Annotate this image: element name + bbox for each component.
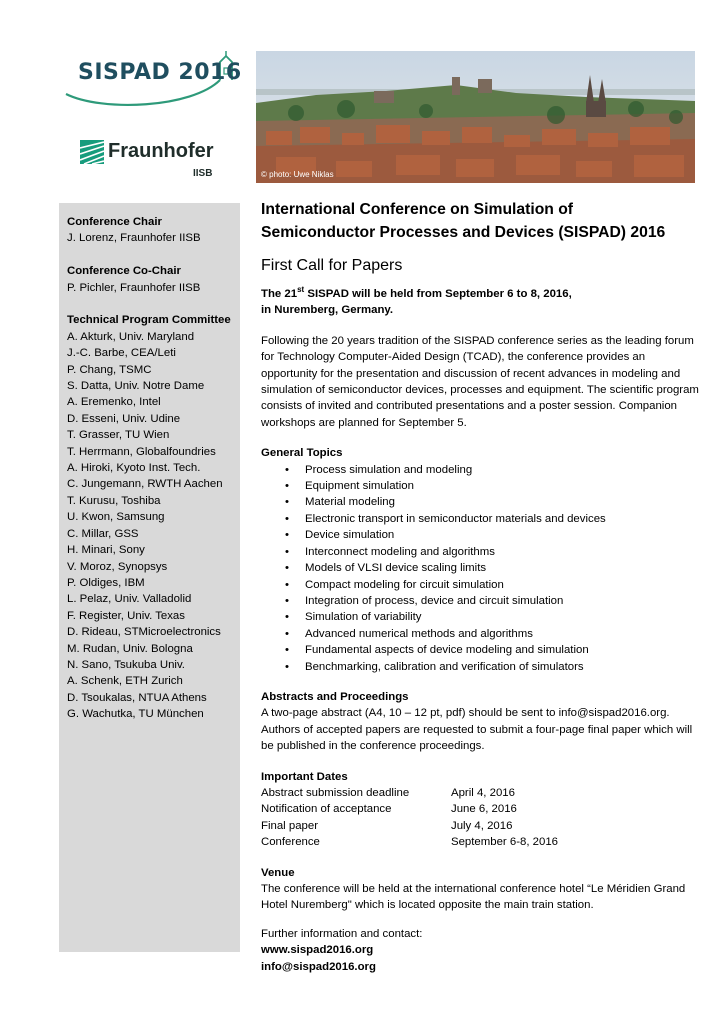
fraunhofer-logo [80, 138, 230, 182]
lead-line-2: in Nuremberg, Germany. [261, 304, 394, 317]
fraunhofer-name: Fraunhofer [108, 140, 214, 162]
bullet-icon: • [285, 463, 289, 476]
topic-label: Process simulation and modeling [305, 463, 473, 476]
dates-heading: Important Dates [261, 770, 348, 783]
topic-item [261, 478, 701, 494]
sispad-logo [62, 50, 242, 110]
committee-member: L. Pelaz, Univ. Valladolid [67, 593, 192, 606]
date-value: July 4, 2016 [451, 819, 513, 832]
topic-label: Equipment simulation [305, 480, 414, 493]
date-value: September 6-8, 2016 [451, 836, 559, 849]
lead-post: SISPAD will be held from September 6 to 8, 2016, [304, 288, 572, 300]
lead-pre: The 21 [261, 288, 298, 300]
date-row [261, 834, 701, 850]
committee-heading: Technical Program Committee [67, 314, 231, 327]
committee-member: P. Oldiges, IBM [67, 576, 145, 589]
committee-member: C. Millar, GSS [67, 527, 139, 540]
bullet-icon: • [285, 627, 289, 640]
title-line-1: International Conference on Simulation of [261, 201, 574, 218]
committee-member: F. Register, Univ. Texas [67, 609, 185, 622]
committee-member: J. Lorenz, Fraunhofer IISB [67, 232, 201, 245]
topic-label: Fundamental aspects of device modeling and simulation [305, 644, 589, 657]
committee-member: D. Esseni, Univ. Udine [67, 412, 181, 425]
important-dates-table [261, 785, 701, 851]
date-row [261, 801, 701, 817]
topic-label: Device simulation [305, 529, 395, 542]
committee-list [67, 214, 236, 723]
topic-item [261, 642, 701, 658]
sidebar-gap [67, 247, 236, 263]
conference-title [261, 198, 701, 244]
topic-label: Electronic transport in semiconductor materials and devices [305, 512, 606, 525]
topic-item [261, 560, 701, 576]
topic-label: Benchmarking, calibration and verification of simulators [305, 660, 584, 673]
topic-label: Simulation of variability [305, 611, 422, 624]
topic-item [261, 593, 701, 609]
date-label: Notification of acceptance [261, 803, 392, 816]
topics-list [261, 462, 701, 675]
abstracts-heading: Abstracts and Proceedings [261, 690, 409, 703]
date-value: April 4, 2016 [451, 786, 515, 799]
committee-member: J.-C. Barbe, CEA/Leti [67, 347, 176, 360]
topic-item [261, 609, 701, 625]
bullet-icon: • [285, 480, 289, 493]
topic-item [261, 577, 701, 593]
contact-intro: Further information and contact: [261, 927, 423, 940]
committee-heading: Conference Co-Chair [67, 265, 181, 278]
date-label: Abstract submission deadline [261, 786, 410, 799]
committee-member: G. Wachutka, TU München [67, 708, 204, 721]
fraunhofer-mark-icon [80, 140, 104, 164]
bullet-icon: • [285, 529, 289, 542]
website-link[interactable]: www.sispad2016.org [261, 944, 374, 957]
date-row [261, 785, 701, 801]
committee-member: T. Kurusu, Toshiba [67, 494, 161, 507]
call-for-papers-heading: First Call for Papers [261, 257, 403, 274]
committee-member: A. Schenk, ETH Zurich [67, 675, 183, 688]
committee-member: P. Pichler, Fraunhofer IISB [67, 281, 201, 294]
sispad-logo-text: SISPAD 2016 [78, 60, 242, 85]
committee-member: M. Rudan, Univ. Bologna [67, 642, 193, 655]
topic-item [261, 527, 701, 543]
committee-member: H. Minari, Sony [67, 544, 145, 557]
title-line-2: Semiconductor Processes and Devices (SISPAD) 2016 [261, 224, 666, 241]
date-value: June 6, 2016 [451, 803, 517, 816]
date-label: Conference [261, 836, 320, 849]
topic-item [261, 462, 701, 478]
topic-label: Interconnect modeling and algorithms [305, 545, 495, 558]
committee-member: C. Jungemann, RWTH Aachen [67, 478, 223, 491]
topic-label: Advanced numerical methods and algorithms [305, 627, 533, 640]
fraunhofer-sub: IISB [193, 168, 213, 179]
committee-member: A. Hiroki, Kyoto Inst. Tech. [67, 462, 201, 475]
committee-member: V. Moroz, Synopsys [67, 560, 168, 573]
bullet-icon: • [285, 512, 289, 525]
bullet-icon: • [285, 660, 289, 673]
photo-credit: © photo: Uwe Niklas [261, 170, 334, 179]
bullet-icon: • [285, 496, 289, 509]
intro-paragraph: Following the 20 years tradition of the SISPAD conference series as the leading forum for Technology Computer-Aided Design (TCAD), the conference provides an opportunity for the presentation and discussion of recent advances in modeling and simulation of semiconductor devices, processes and equipment. The scientific program consists of invited and contributed presentations and a poster session. Companion workshops are planned for September 5. [261, 334, 699, 429]
topic-item [261, 659, 701, 675]
city-skyline-image [256, 51, 695, 183]
abstracts-paragraph: A two-page abstract (A4, 10 – 12 pt, pdf) should be sent to info@sispad2016.org. Authors of accepted papers are requested to submit a four-page final paper which will be published in the conference proceedings. [261, 707, 693, 753]
committee-member: S. Datta, Univ. Notre Dame [67, 380, 205, 393]
topic-label: Models of VLSI device scaling limits [305, 562, 487, 575]
sidebar-gap [67, 296, 236, 312]
email-link[interactable]: info@sispad2016.org [261, 960, 376, 973]
bullet-icon: • [285, 594, 289, 607]
topic-label: Integration of process, device and circuit simulation [305, 594, 564, 607]
committee-member: D. Rideau, STMicroelectronics [67, 626, 221, 639]
lead-statement [261, 286, 701, 319]
committee-member: P. Chang, TSMC [67, 363, 152, 376]
committee-member: D. Tsoukalas, NTUA Athens [67, 691, 207, 704]
date-label: Final paper [261, 819, 318, 832]
topics-heading: General Topics [261, 447, 343, 460]
date-row [261, 818, 701, 834]
lead-sup: st [297, 285, 305, 295]
venue-paragraph: The conference will be held at the international conference hotel “Le Méridien Grand Hotel Nuremberg" which is located opposite the main train station. [261, 883, 686, 912]
topic-item [261, 544, 701, 560]
topic-item [261, 626, 701, 642]
bullet-icon: • [285, 611, 289, 624]
venue-heading: Venue [261, 866, 295, 879]
bullet-icon: • [285, 644, 289, 657]
main-content [261, 198, 701, 975]
topic-item [261, 511, 701, 527]
bullet-icon: • [285, 578, 289, 591]
committee-sidebar [59, 203, 240, 952]
committee-member: T. Herrmann, Globalfoundries [67, 445, 216, 458]
topic-label: Material modeling [305, 496, 395, 509]
topic-item [261, 494, 701, 510]
topic-label: Compact modeling for circuit simulation [305, 578, 504, 591]
committee-member: A. Eremenko, Intel [67, 396, 161, 409]
nuremberg-photo [256, 51, 695, 183]
committee-heading: Conference Chair [67, 216, 162, 228]
committee-member: U. Kwon, Samsung [67, 511, 165, 524]
committee-member: T. Grasser, TU Wien [67, 429, 170, 442]
committee-member: A. Akturk, Univ. Maryland [67, 330, 195, 343]
committee-member: N. Sano, Tsukuba Univ. [67, 658, 185, 671]
bullet-icon: • [285, 545, 289, 558]
bullet-icon: • [285, 562, 289, 575]
